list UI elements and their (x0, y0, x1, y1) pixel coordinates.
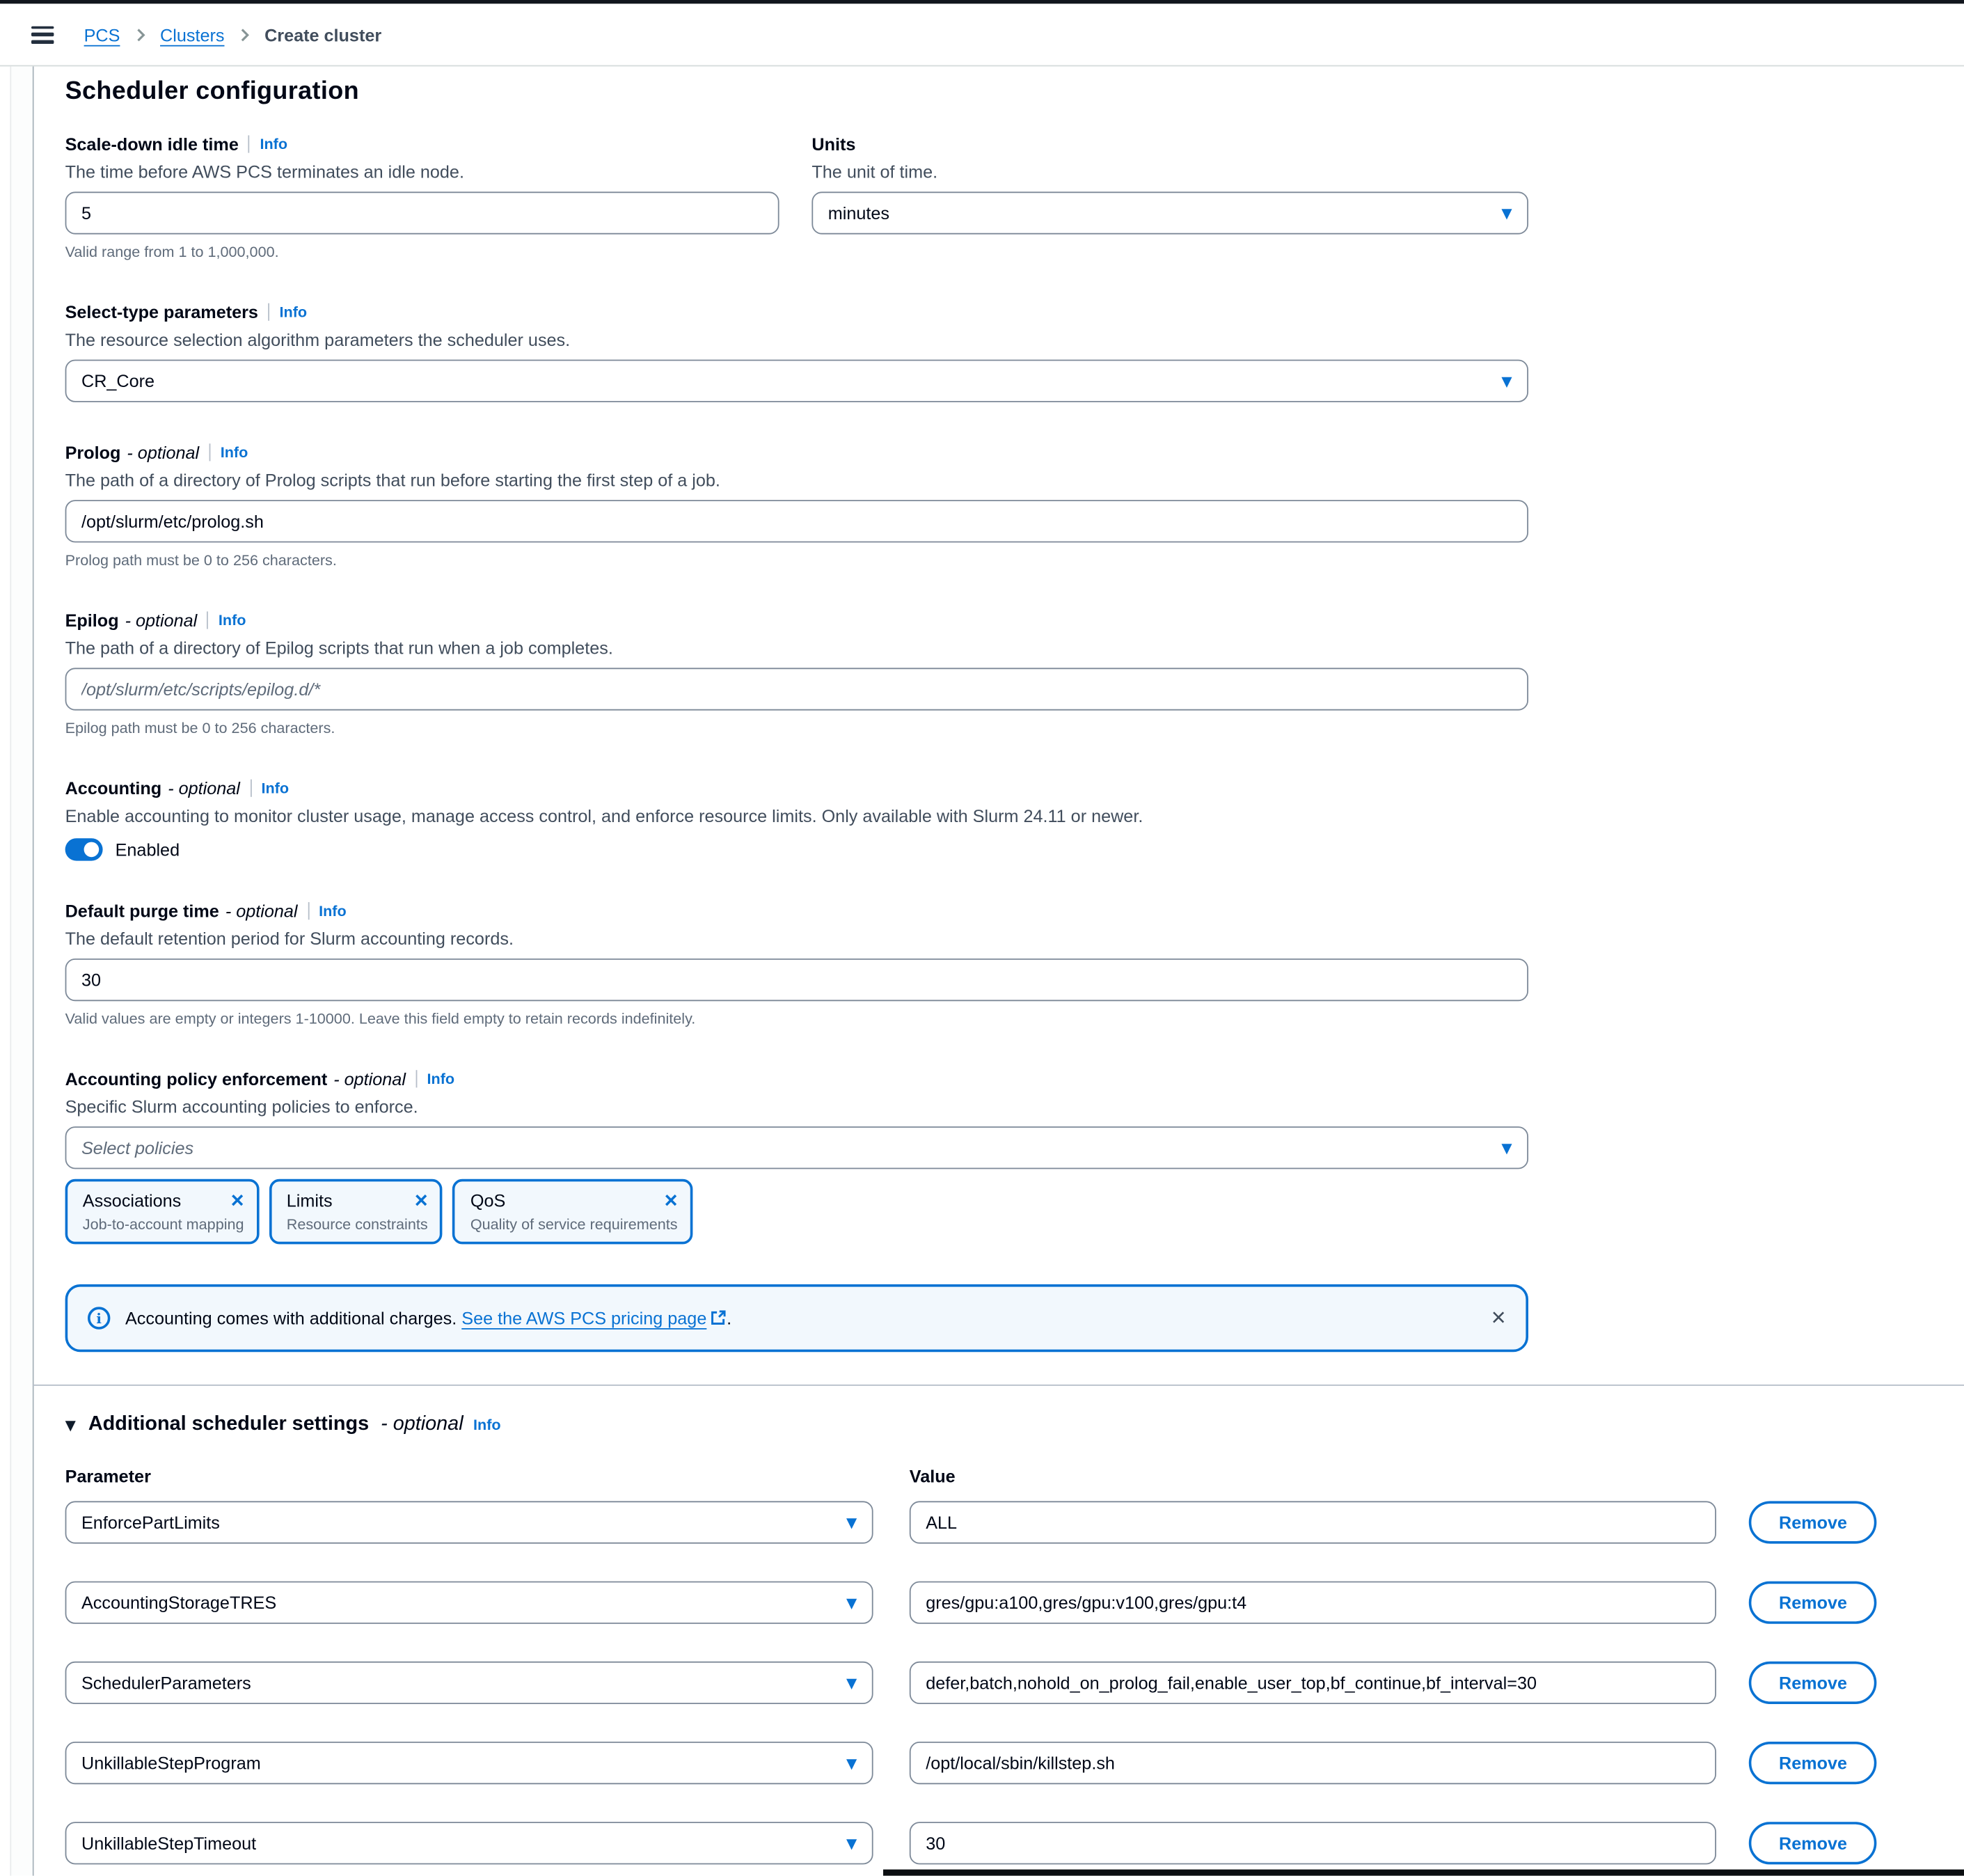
caret-down-icon: ▼ (846, 1835, 857, 1852)
select-type-parameters-select[interactable] (65, 360, 1528, 402)
section-divider (33, 1385, 1964, 1386)
info-icon: i (88, 1307, 110, 1329)
label-divider (250, 780, 251, 797)
select-value: EnforcePartLimits (81, 1512, 220, 1533)
caret-down-icon: ▼ (1501, 205, 1512, 221)
select-value: minutes (827, 203, 890, 223)
field-constraint: Epilog path must be 0 to 256 characters. (65, 719, 335, 737)
field-label: Accounting (65, 778, 162, 798)
optional-flag: - optional (333, 1069, 406, 1089)
parameter-value-input[interactable] (910, 1742, 1716, 1784)
additional-settings-expander[interactable] (65, 1413, 1964, 1435)
dismiss-token-icon[interactable]: × (664, 1188, 678, 1213)
label-divider (268, 304, 269, 321)
remove-button[interactable]: Remove (1749, 1662, 1877, 1704)
token-description: Job-to-account mapping (82, 1215, 244, 1233)
toggle-label: Enabled (115, 840, 180, 860)
info-link[interactable]: Info (473, 1416, 501, 1434)
info-link[interactable]: Info (319, 902, 347, 920)
epilog-path-input[interactable] (65, 668, 1528, 710)
parameter-select[interactable] (65, 1662, 873, 1704)
token-title: Associations (82, 1190, 182, 1211)
breadcrumb (84, 24, 382, 45)
remove-button[interactable]: Remove (1749, 1501, 1877, 1543)
parameter-value-input[interactable] (910, 1582, 1716, 1624)
chevron-right-icon (236, 26, 253, 43)
label-divider (415, 1070, 417, 1087)
select-value: UnkillableStepProgram (81, 1753, 261, 1773)
parameter-row (65, 1742, 1964, 1784)
token-description: Resource constraints (286, 1215, 428, 1233)
info-link[interactable]: Info (220, 443, 248, 462)
breadcrumb-link-pcs[interactable]: PCS (84, 24, 120, 45)
optional-flag: - optional (127, 442, 200, 463)
bottom-window-edge (883, 1870, 1964, 1876)
remove-button[interactable]: Remove (1749, 1582, 1877, 1624)
policy-token-limits (269, 1179, 443, 1245)
accounting-policy-enforcement-field (65, 1066, 1964, 1245)
breadcrumb-link-clusters[interactable]: Clusters (160, 24, 225, 45)
policies-select[interactable] (65, 1126, 1528, 1169)
accounting-charges-banner (65, 1284, 1528, 1352)
default-purge-time-field (65, 899, 1964, 1029)
scale-down-idle-time-input[interactable] (65, 191, 779, 234)
optional-flag: - optional (125, 610, 198, 631)
units-select[interactable] (811, 191, 1528, 234)
dismiss-token-icon[interactable]: × (230, 1188, 244, 1213)
token-title: Limits (286, 1190, 333, 1211)
optional-flag: - optional (381, 1413, 464, 1435)
remove-button[interactable]: Remove (1749, 1822, 1877, 1864)
side-nav-rail (10, 66, 33, 1875)
parameter-row (65, 1582, 1964, 1624)
info-link[interactable]: Info (218, 611, 246, 629)
select-value: AccountingStorageTRES (81, 1592, 277, 1613)
banner-text: Accounting comes with additional charges. (125, 1307, 457, 1328)
policy-token-associations (65, 1179, 260, 1245)
optional-flag: - optional (225, 901, 298, 921)
caret-down-icon: ▼ (1501, 1140, 1512, 1156)
caret-down-icon: ▼ (846, 1514, 857, 1531)
label-divider (308, 902, 309, 920)
info-link[interactable]: Info (260, 135, 288, 153)
field-label: Epilog (65, 610, 119, 631)
section-title: Additional scheduler settings (88, 1413, 370, 1435)
value-column-header: Value (909, 1466, 956, 1486)
chevron-right-icon (132, 26, 149, 43)
field-constraint: Valid range from 1 to 1,000,000. (65, 243, 279, 261)
parameter-row (65, 1662, 1964, 1704)
pricing-page-link[interactable]: See the AWS PCS pricing page (461, 1307, 707, 1328)
field-constraint: Prolog path must be 0 to 256 characters. (65, 551, 337, 569)
breadcrumb-bar (0, 3, 1964, 66)
caret-down-icon: ▼ (846, 1594, 857, 1611)
select-type-parameters-field (65, 299, 1964, 402)
parameter-select[interactable] (65, 1742, 873, 1784)
field-label: Units (811, 134, 856, 155)
parameter-row (65, 1822, 1964, 1864)
caret-down-icon: ▼ (846, 1674, 857, 1692)
caret-down-icon: ▼ (1501, 372, 1512, 389)
field-label: Default purge time (65, 901, 219, 921)
menu-icon[interactable] (31, 26, 54, 43)
field-label: Accounting policy enforcement (65, 1069, 328, 1089)
select-placeholder: Select policies (81, 1137, 194, 1158)
breadcrumb-current: Create cluster (264, 24, 382, 45)
parameter-column-header: Parameter (65, 1466, 151, 1486)
field-label: Select-type parameters (65, 301, 258, 322)
field-description: Enable accounting to monitor cluster usage, manage access control, and enforce resource limits. Only available with Slurm 24.11 or newer. (65, 805, 1143, 826)
additional-scheduler-settings-section (65, 1413, 1964, 1864)
info-link[interactable]: Info (261, 779, 290, 797)
label-divider (207, 611, 209, 629)
remove-button[interactable]: Remove (1749, 1742, 1877, 1784)
select-value: UnkillableStepTimeout (81, 1833, 257, 1854)
units-field (811, 132, 1528, 262)
field-description: The default retention period for Slurm accounting records. (65, 928, 514, 949)
info-link[interactable]: Info (279, 303, 308, 321)
info-link[interactable]: Info (427, 1070, 455, 1088)
token-description: Quality of service requirements (470, 1215, 678, 1233)
token-title: QoS (470, 1190, 506, 1211)
parameter-row (65, 1501, 1964, 1543)
prolog-field (65, 440, 1964, 570)
field-label: Scale-down idle time (65, 134, 239, 155)
parameter-value-input[interactable] (910, 1662, 1716, 1704)
label-divider (248, 135, 250, 152)
default-purge-time-input[interactable] (65, 959, 1528, 1001)
select-value: SchedulerParameters (81, 1673, 251, 1693)
parameter-value-input[interactable] (910, 1822, 1716, 1864)
parameter-select[interactable] (65, 1582, 873, 1624)
accounting-field (65, 775, 1964, 860)
external-link-icon (711, 1309, 727, 1329)
field-constraint: Valid values are empty or integers 1-10000. Leave this field empty to retain records indefinitely. (65, 1009, 696, 1027)
field-description: The resource selection algorithm parameters the scheduler uses. (65, 329, 571, 350)
policy-token-qos (453, 1179, 693, 1245)
prolog-path-input[interactable] (65, 500, 1528, 542)
optional-flag: - optional (168, 778, 240, 798)
caret-down-icon: ▼ (65, 1416, 76, 1433)
caret-down-icon: ▼ (846, 1754, 857, 1772)
parameter-select[interactable] (65, 1822, 873, 1864)
label-divider (209, 443, 210, 461)
field-description: Specific Slurm accounting policies to enforce. (65, 1096, 418, 1117)
field-description: The unit of time. (811, 161, 938, 182)
dismiss-banner-icon[interactable]: × (1491, 1304, 1506, 1332)
field-label: Prolog (65, 442, 121, 463)
accounting-toggle[interactable] (65, 838, 103, 860)
banner-suffix: . (727, 1307, 732, 1328)
page-title: Scheduler configuration (65, 77, 359, 106)
dismiss-token-icon[interactable]: × (414, 1188, 428, 1213)
parameter-value-input[interactable] (910, 1501, 1716, 1543)
toggle-knob (84, 842, 100, 858)
scheduler-configuration-section (65, 66, 1964, 1864)
parameter-select[interactable] (65, 1501, 873, 1543)
select-value: CR_Core (81, 370, 155, 391)
epilog-field (65, 608, 1964, 738)
field-description: The time before AWS PCS terminates an idle node. (65, 161, 464, 182)
field-description: The path of a directory of Prolog scripts that run before starting the first step of a job. (65, 470, 720, 490)
field-description: The path of a directory of Epilog scripts that run when a job completes. (65, 638, 613, 658)
scale-down-idle-time-field (65, 132, 779, 262)
